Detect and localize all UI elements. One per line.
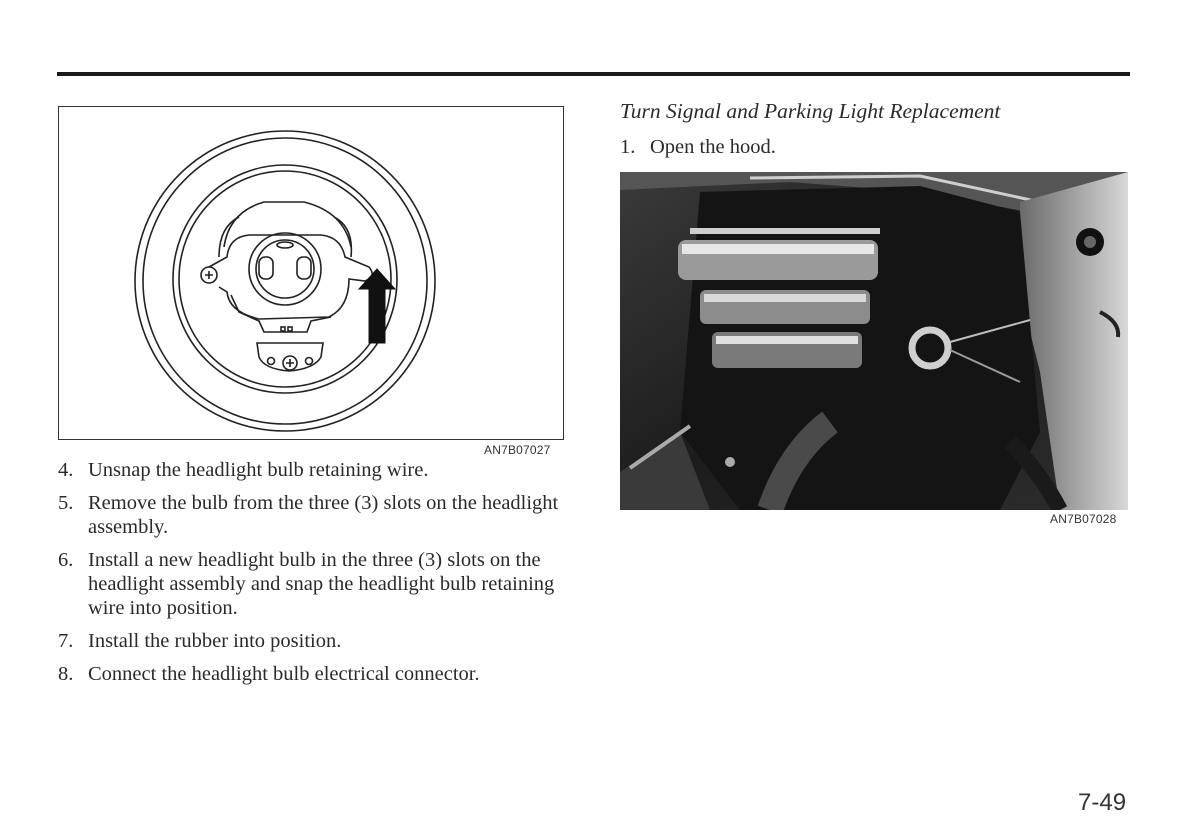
step-text: Connect the headlight bulb electrical connector. <box>88 663 480 685</box>
step-number: 1. <box>620 136 636 158</box>
figure-id-left: AN7B07027 <box>484 443 551 457</box>
step-text: Install a new headlight bulb in the three (3) slots on the headlight assembly and snap the headlight bulb retaining wire into position. <box>88 549 555 619</box>
step-text: Open the hood. <box>650 136 776 158</box>
step-text: Unsnap the headlight bulb retaining wire. <box>88 459 429 481</box>
headlight-bulb-diagram <box>58 106 564 440</box>
step-number: 5. <box>58 492 74 514</box>
step-number: 6. <box>58 549 74 571</box>
headlight-steps-list <box>58 458 578 695</box>
engine-bay-photo <box>620 172 1128 510</box>
step-text: Install the rubber into position. <box>88 630 342 652</box>
list-item <box>58 662 578 686</box>
list-item <box>58 629 578 653</box>
list-item <box>58 491 578 539</box>
section-heading: Turn Signal and Parking Light Replacement <box>620 99 1001 123</box>
list-item <box>58 548 578 620</box>
step-text: Remove the bulb from the three (3) slots on the headlight assembly. <box>88 492 559 538</box>
header-rule <box>57 72 1130 76</box>
engine-bay-headlamp-photo-icon <box>620 172 1128 510</box>
step-number: 8. <box>58 663 74 685</box>
list-item <box>620 135 1150 159</box>
page-number: 7-49 <box>1078 789 1127 816</box>
headlight-bulb-retaining-wire-icon <box>59 107 563 439</box>
figure-id-right: AN7B07028 <box>1050 512 1117 526</box>
step-number: 7. <box>58 630 74 652</box>
step-number: 4. <box>58 459 74 481</box>
list-item <box>58 458 578 482</box>
